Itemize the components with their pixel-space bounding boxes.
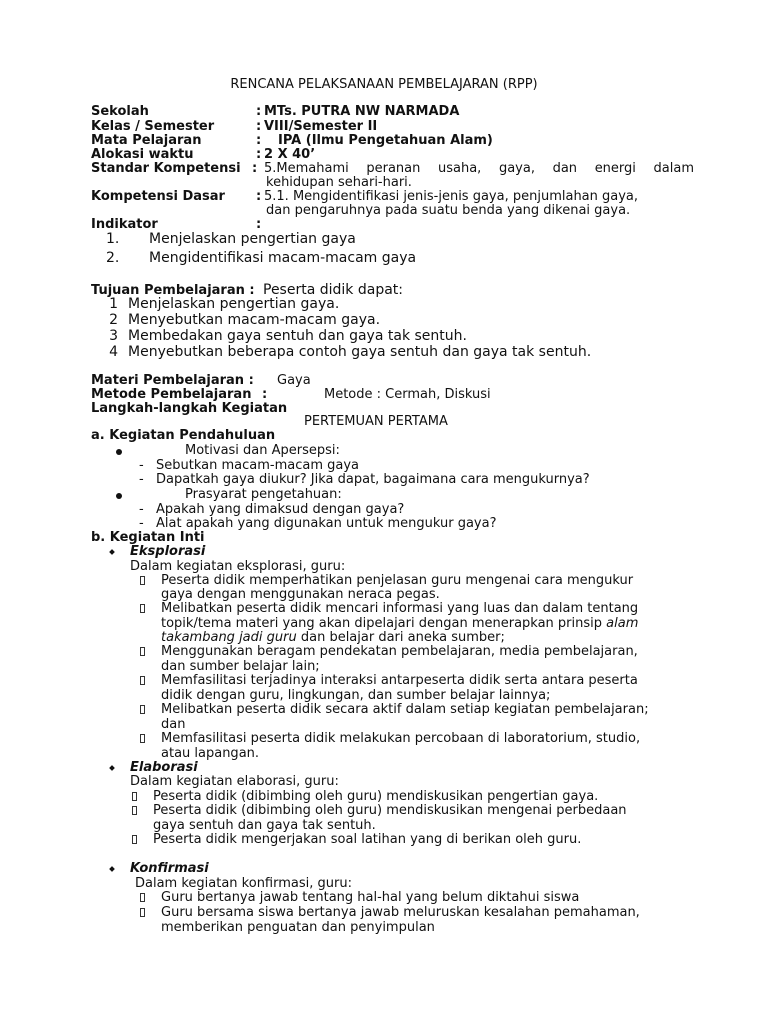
indikator-label: Indikator	[91, 217, 158, 232]
sekolah-colon: :	[256, 104, 262, 119]
document-title: RENCANA PELAKSANAAN PEMBELAJARAN (RPP)	[230, 77, 538, 92]
kelas-colon: :	[256, 119, 262, 134]
kd-line-2: dan pengaruhnya pada suatu benda yang dikenai gaya.	[266, 203, 631, 218]
bullet-icon	[116, 449, 122, 455]
kd-line-1: 5.1. Mengidentifikasi jenis-jenis gaya, penjumlahan gaya,	[264, 189, 639, 204]
sekolah-label: Sekolah	[91, 104, 149, 119]
pertemuan-heading: PERTEMUAN PERTAMA	[304, 414, 448, 429]
tujuan-num: 1	[109, 296, 118, 312]
tujuan-item: Menyebutkan macam-macam gaya.	[128, 312, 381, 328]
eksplorasi-line: Melibatkan peserta didik mencari informasi yang luas dan dalam tentang	[161, 601, 639, 616]
eksplorasi-text: dan belajar dari aneka sumber;	[300, 630, 505, 645]
elaborasi-line: Peserta didik mengerjakan soal latihan yang di berikan oleh guru.	[153, 832, 582, 847]
dash-marker: -	[139, 502, 144, 517]
elaborasi-line: Peserta didik (dibimbing oleh guru) mendiskusikan mengenai perbedaan	[153, 803, 627, 818]
kd-colon: :	[256, 189, 262, 204]
eksplorasi-line: atau lapangan.	[161, 746, 260, 761]
eksplorasi-text: topik/tema materi yang akan dipelajari dengan menerapkan prinsip	[161, 616, 603, 631]
box-bullet-icon	[140, 604, 145, 613]
eksplorasi-line: gaya dengan menggunakan neraca pegas.	[161, 587, 440, 602]
sk-word: dan	[552, 161, 578, 176]
tujuan-item: Menjelaskan pengertian gaya.	[128, 296, 340, 312]
konfirmasi-heading: Konfirmasi	[130, 861, 209, 876]
box-bullet-icon	[132, 835, 137, 844]
konfirmasi-line: memberikan penguatan dan penyimpulan	[161, 920, 435, 935]
box-bullet-icon	[140, 908, 145, 917]
alokasi-label: Alokasi waktu	[91, 147, 194, 162]
mapel-value: IPA (Ilmu Pengetahuan Alam)	[278, 133, 493, 148]
tujuan-num: 3	[109, 328, 118, 344]
elaborasi-line: Peserta didik (dibimbing oleh guru) mendiskusikan pengertian gaya.	[153, 789, 599, 804]
sk-line-1	[264, 161, 694, 176]
motivasi-heading: Motivasi dan Apersepsi:	[185, 443, 340, 458]
materi-value: Gaya	[277, 373, 311, 388]
tujuan-intro: Peserta didik dapat:	[263, 282, 403, 298]
dash-marker: -	[139, 516, 144, 531]
bullet-icon	[116, 493, 122, 499]
tujuan-item: Menyebutkan beberapa contoh gaya sentuh dan gaya tak sentuh.	[128, 344, 592, 360]
sk-line-2: kehidupan sehari-hari.	[266, 175, 412, 190]
eksplorasi-line: Menggunakan beragam pendekatan pembelajaran, media pembelajaran,	[161, 644, 638, 659]
motivasi-item: Dapatkah gaya diukur? Jika dapat, bagaimana cara mengukurnya?	[156, 472, 590, 487]
sk-word: energi	[594, 161, 636, 176]
eksplorasi-line: dan	[161, 717, 186, 732]
box-bullet-icon	[140, 576, 145, 585]
mapel-label: Mata Pelajaran	[91, 133, 202, 148]
alokasi-value: 2 X 40’	[264, 147, 316, 162]
sk-word: usaha,	[438, 161, 482, 176]
tujuan-num: 4	[109, 344, 118, 360]
diamond-bullet-icon	[109, 765, 115, 771]
diamond-bullet-icon	[109, 866, 115, 872]
box-bullet-icon	[140, 734, 145, 743]
metode-colon: :	[262, 387, 268, 402]
eksplorasi-italic: takambang jadi guru	[161, 630, 297, 645]
sk-colon: :	[252, 161, 258, 176]
indikator-num: 2.	[106, 250, 120, 266]
eksplorasi-italic: alam	[606, 616, 639, 631]
tujuan-num: 2	[109, 312, 118, 328]
box-bullet-icon	[132, 792, 137, 801]
eksplorasi-line: didik dengan guru, lingkungan, dan sumber belajar lainnya;	[161, 688, 551, 703]
kd-label: Kompetensi Dasar	[91, 189, 225, 204]
materi-label: Materi Pembelajaran :	[91, 373, 254, 388]
sekolah-value: MTs. PUTRA NW NARMADA	[264, 104, 460, 119]
indikator-colon: :	[256, 217, 262, 232]
eksplorasi-heading: Eksplorasi	[130, 544, 206, 559]
metode-label: Metode Pembelajaran	[91, 387, 252, 402]
konfirmasi-line: Guru bertanya jawab tentang hal-hal yang belum diktahui siswa	[161, 890, 580, 905]
metode-value: Metode : Cermah, Diskusi	[324, 387, 491, 402]
box-bullet-icon	[140, 676, 145, 685]
box-bullet-icon	[132, 806, 137, 815]
indikator-item: Menjelaskan pengertian gaya	[149, 231, 356, 247]
prasyarat-item: Apakah yang dimaksud dengan gaya?	[156, 502, 405, 517]
eksplorasi-line-wrap	[161, 616, 638, 631]
indikator-item: Mengidentifikasi macam-macam gaya	[149, 250, 417, 266]
box-bullet-icon	[140, 647, 145, 656]
dash-marker: -	[139, 458, 144, 473]
pendahuluan-label: a. Kegiatan Pendahuluan	[91, 428, 276, 443]
elaborasi-line: gaya sentuh dan gaya tak sentuh.	[153, 818, 376, 833]
alokasi-colon: :	[256, 147, 262, 162]
mapel-colon: :	[256, 133, 262, 148]
sk-word: dalam	[653, 161, 694, 176]
elaborasi-intro: Dalam kegiatan elaborasi, guru:	[130, 774, 339, 789]
eksplorasi-line-wrap	[161, 630, 505, 645]
tujuan-item: Membedakan gaya sentuh dan gaya tak sentuh.	[128, 328, 467, 344]
diamond-bullet-icon	[109, 549, 115, 555]
sk-word: peranan	[366, 161, 421, 176]
eksplorasi-line: dan sumber belajar lain;	[161, 659, 320, 674]
kelas-value: VIII/Semester II	[264, 119, 378, 134]
langkah-label: Langkah-langkah Kegiatan	[91, 401, 288, 416]
sk-word: gaya,	[498, 161, 535, 176]
inti-label: b. Kegiatan Inti	[91, 530, 205, 545]
indikator-num: 1.	[106, 231, 120, 247]
box-bullet-icon	[140, 705, 145, 714]
kelas-label: Kelas / Semester	[91, 119, 215, 134]
eksplorasi-line: Memfasilitasi terjadinya interaksi antarpeserta didik serta antara peserta	[161, 673, 638, 688]
sk-word: 5.Memahami	[264, 161, 349, 176]
tujuan-label: Tujuan Pembelajaran :	[91, 283, 255, 298]
konfirmasi-intro: Dalam kegiatan konfirmasi, guru:	[135, 876, 352, 891]
dash-marker: -	[139, 472, 144, 487]
eksplorasi-intro: Dalam kegiatan eksplorasi, guru:	[130, 559, 346, 574]
box-bullet-icon	[140, 893, 145, 902]
prasyarat-heading: Prasyarat pengetahuan:	[185, 487, 342, 502]
sk-label: Standar Kompetensi	[91, 161, 241, 176]
elaborasi-heading: Elaborasi	[130, 760, 198, 775]
motivasi-item: Sebutkan macam-macam gaya	[156, 458, 359, 473]
eksplorasi-line: Memfasilitasi peserta didik melakukan percobaan di laboratorium, studio,	[161, 731, 641, 746]
prasyarat-item: Alat apakah yang digunakan untuk mengukur gaya?	[156, 516, 497, 531]
konfirmasi-line: Guru bersama siswa bertanya jawab meluruskan kesalahan pemahaman,	[161, 905, 640, 920]
eksplorasi-line: Melibatkan peserta didik secara aktif dalam setiap kegiatan pembelajaran;	[161, 702, 649, 717]
eksplorasi-line: Peserta didik memperhatikan penjelasan guru mengenai cara mengukur	[161, 573, 634, 588]
